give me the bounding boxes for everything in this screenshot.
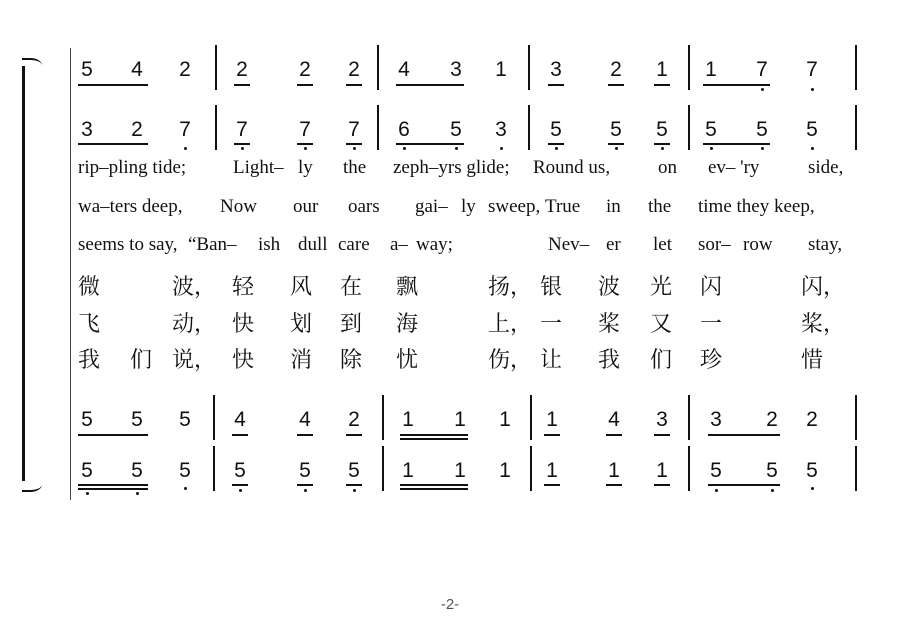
- low-dot: [353, 147, 356, 150]
- note: 5: [81, 58, 93, 81]
- note: 7: [299, 118, 311, 141]
- barline: [213, 395, 215, 440]
- low-dot: [184, 147, 187, 150]
- low-dot: [811, 88, 814, 91]
- note: 1: [546, 408, 558, 431]
- barline: [215, 105, 217, 150]
- underline: [234, 84, 250, 86]
- barline: [530, 395, 532, 440]
- underline: [703, 143, 770, 145]
- low-dot: [811, 487, 814, 490]
- page-number: -2-: [440, 596, 460, 613]
- barline: [855, 395, 857, 440]
- underline: [297, 434, 313, 436]
- note: 5: [81, 408, 93, 431]
- note: 5: [756, 118, 768, 141]
- underline: [297, 484, 313, 486]
- note: 5: [450, 118, 462, 141]
- system-line-left: [70, 48, 71, 500]
- underline: [654, 84, 670, 86]
- barline: [382, 395, 384, 440]
- low-dot: [86, 492, 89, 495]
- underline: [297, 143, 313, 145]
- underline: [396, 143, 464, 145]
- lyric-line-cn-3: 我 们 说， 快 消 除 忧 伤， 让 我 们 珍 惜: [78, 348, 824, 373]
- note: 1: [608, 459, 620, 482]
- low-dot: [455, 147, 458, 150]
- low-dot: [184, 487, 187, 490]
- note: 6: [398, 118, 410, 141]
- note: 3: [710, 408, 722, 431]
- note: 5: [550, 118, 562, 141]
- barline: [530, 446, 532, 491]
- note: 1: [402, 408, 414, 431]
- underline: [400, 488, 468, 490]
- note: 5: [705, 118, 717, 141]
- note: 2: [131, 118, 143, 141]
- low-dot: [715, 489, 718, 492]
- note: 7: [348, 118, 360, 141]
- underline: [78, 143, 148, 145]
- note: 5: [710, 459, 722, 482]
- low-dot: [761, 147, 764, 150]
- note: 2: [766, 408, 778, 431]
- note: 5: [179, 459, 191, 482]
- lyric-line-cn-1: 微 波， 轻 风 在 飘 扬， 银 波 光 闪 闪，: [78, 275, 846, 300]
- underline: [232, 434, 248, 436]
- note: 5: [806, 118, 818, 141]
- note: 5: [610, 118, 622, 141]
- note: 5: [299, 459, 311, 482]
- underline: [346, 434, 362, 436]
- barline: [377, 105, 379, 150]
- low-dot: [304, 489, 307, 492]
- note: 1: [656, 58, 668, 81]
- note: 2: [610, 58, 622, 81]
- underline: [232, 484, 248, 486]
- note: 5: [179, 408, 191, 431]
- barline: [213, 446, 215, 491]
- note: 2: [806, 408, 818, 431]
- note: 2: [348, 58, 360, 81]
- underline: [654, 434, 670, 436]
- underline: [400, 434, 468, 436]
- note: 7: [179, 118, 191, 141]
- note: 2: [179, 58, 191, 81]
- note: 7: [236, 118, 248, 141]
- barline: [855, 446, 857, 491]
- note: 5: [766, 459, 778, 482]
- low-dot: [761, 88, 764, 91]
- underline: [78, 434, 148, 436]
- note: 2: [299, 58, 311, 81]
- note: 1: [546, 459, 558, 482]
- barline: [688, 446, 690, 491]
- note: 1: [499, 408, 511, 431]
- note: 1: [454, 459, 466, 482]
- system-bracket-top-hook: [22, 58, 42, 70]
- low-dot: [661, 147, 664, 150]
- underline: [544, 434, 560, 436]
- underline: [346, 84, 362, 86]
- low-dot: [241, 147, 244, 150]
- low-dot: [710, 147, 713, 150]
- underline: [548, 84, 564, 86]
- underline: [400, 438, 468, 440]
- low-dot: [771, 489, 774, 492]
- barline: [382, 446, 384, 491]
- system-bracket: [22, 66, 25, 481]
- low-dot: [811, 147, 814, 150]
- note: 2: [348, 408, 360, 431]
- low-dot: [304, 147, 307, 150]
- note: 5: [348, 459, 360, 482]
- underline: [654, 143, 670, 145]
- underline: [703, 84, 770, 86]
- note: 3: [656, 408, 668, 431]
- note: 1: [705, 58, 717, 81]
- note: 1: [656, 459, 668, 482]
- barline: [688, 105, 690, 150]
- low-dot: [555, 147, 558, 150]
- underline: [608, 84, 624, 86]
- note: 4: [398, 58, 410, 81]
- note: 5: [656, 118, 668, 141]
- lyric-line-cn-2: 飞 动， 快 划 到 海 上， 一 桨 又 一 桨，: [78, 312, 846, 337]
- underline: [297, 84, 313, 86]
- barline: [688, 45, 690, 90]
- note: 5: [131, 459, 143, 482]
- barline: [855, 45, 857, 90]
- note: 5: [81, 459, 93, 482]
- note: 2: [236, 58, 248, 81]
- underline: [346, 484, 362, 486]
- note: 3: [450, 58, 462, 81]
- underline: [78, 84, 148, 86]
- note: 4: [608, 408, 620, 431]
- note: 5: [131, 408, 143, 431]
- barline: [215, 45, 217, 90]
- underline: [78, 488, 148, 490]
- low-dot: [136, 492, 139, 495]
- note: 1: [499, 459, 511, 482]
- barline: [528, 45, 530, 90]
- note: 7: [806, 58, 818, 81]
- note: 3: [81, 118, 93, 141]
- low-dot: [239, 489, 242, 492]
- underline: [708, 484, 780, 486]
- note: 5: [806, 459, 818, 482]
- underline: [346, 143, 362, 145]
- note: 1: [495, 58, 507, 81]
- low-dot: [615, 147, 618, 150]
- underline: [548, 143, 564, 145]
- underline: [234, 143, 250, 145]
- underline: [78, 484, 148, 486]
- note: 4: [131, 58, 143, 81]
- low-dot: [403, 147, 406, 150]
- system-bracket-bottom-hook: [22, 480, 42, 492]
- note: 1: [402, 459, 414, 482]
- underline: [606, 484, 622, 486]
- note: 7: [756, 58, 768, 81]
- barline: [688, 395, 690, 440]
- note: 5: [234, 459, 246, 482]
- barline: [855, 105, 857, 150]
- note: 4: [234, 408, 246, 431]
- barline: [528, 105, 530, 150]
- underline: [396, 84, 464, 86]
- underline: [544, 484, 560, 486]
- underline: [400, 484, 468, 486]
- low-dot: [500, 147, 503, 150]
- underline: [608, 143, 624, 145]
- note: 4: [299, 408, 311, 431]
- barline: [377, 45, 379, 90]
- note: 3: [495, 118, 507, 141]
- underline: [606, 434, 622, 436]
- low-dot: [353, 489, 356, 492]
- note: 3: [550, 58, 562, 81]
- note: 1: [454, 408, 466, 431]
- underline: [654, 484, 670, 486]
- underline: [708, 434, 780, 436]
